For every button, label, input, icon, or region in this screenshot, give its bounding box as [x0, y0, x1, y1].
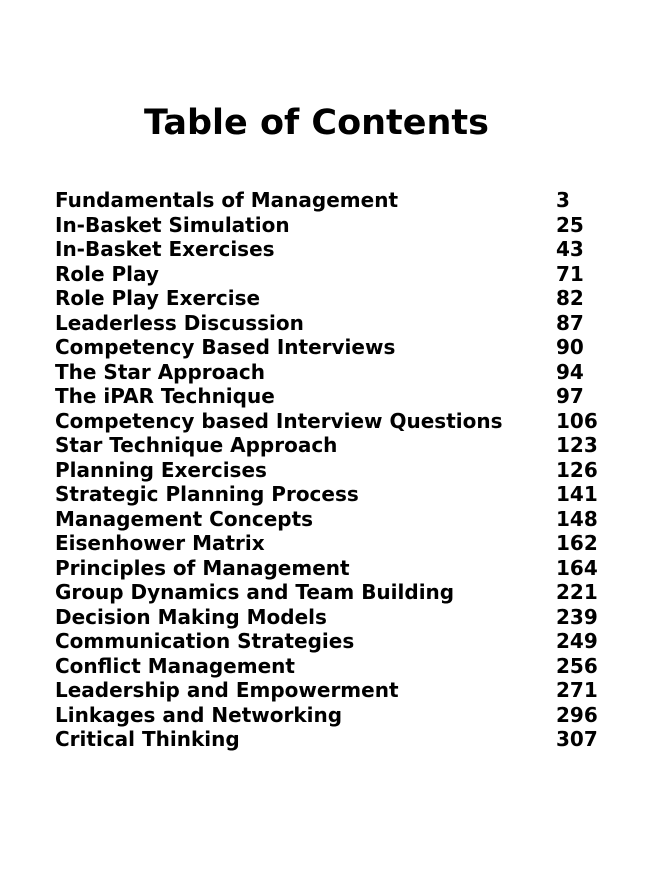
- toc-entry-label: Planning Exercises: [55, 457, 267, 482]
- toc-entry-label: Role Play: [55, 261, 159, 286]
- toc-entry-label: Competency Based Interviews: [55, 335, 396, 359]
- toc-entry-page: 82: [556, 286, 584, 310]
- toc-entry: [55, 458, 615, 483]
- toc-entry-label: The iPAR Technique: [55, 384, 275, 408]
- toc-entry: [55, 237, 615, 262]
- toc-entry: [55, 727, 615, 752]
- toc-entry-page: 271: [556, 678, 598, 702]
- toc-entry: [55, 384, 615, 409]
- toc-entry-page: 97: [556, 384, 584, 408]
- toc-entry-page: 164: [556, 555, 598, 580]
- toc-entry-label: Conflict Management: [55, 653, 295, 678]
- toc-entry-page: 71: [556, 261, 584, 286]
- toc-entry-page: 106: [556, 408, 598, 433]
- toc-entry: [55, 482, 615, 507]
- toc-entry-page: 3: [556, 188, 570, 212]
- toc-entry-page: 249: [556, 629, 598, 653]
- toc-entry: [55, 335, 615, 360]
- toc-entry-label: Principles of Management: [55, 555, 350, 580]
- toc-entry: [55, 556, 615, 581]
- toc-entry-label: Group Dynamics and Team Building: [55, 580, 455, 604]
- toc-entry: [55, 213, 615, 238]
- toc-entry-label: In-Basket Simulation: [55, 212, 290, 237]
- toc-entry-label: Management Concepts: [55, 506, 314, 531]
- toc-entry: [55, 580, 615, 605]
- page-title: Table of Contents: [143, 103, 489, 143]
- toc-entry: [55, 703, 615, 728]
- toc-entry-page: 256: [556, 653, 598, 678]
- toc-entry-page: 43: [556, 237, 584, 261]
- toc-entry: [55, 262, 615, 287]
- toc-entry: [55, 188, 615, 213]
- toc-entry-page: 221: [556, 580, 598, 604]
- toc-entry-page: 307: [556, 727, 598, 751]
- toc-entry: [55, 360, 615, 385]
- toc-entry: [55, 678, 615, 703]
- toc-entry: [55, 629, 615, 654]
- toc-entry-label: Fundamentals of Management: [55, 188, 398, 212]
- toc-entry: [55, 433, 615, 458]
- toc-entry-page: 87: [556, 310, 584, 335]
- toc-entry-label: Strategic Planning Process: [55, 482, 359, 506]
- toc-entry: [55, 286, 615, 311]
- toc-entry: [55, 311, 615, 336]
- toc-entry-page: 141: [556, 482, 598, 506]
- table-of-contents: [55, 188, 615, 752]
- toc-entry-label: Role Play Exercise: [55, 286, 261, 310]
- toc-entry: [55, 409, 615, 434]
- toc-entry: [55, 507, 615, 532]
- toc-entry-page: 239: [556, 604, 598, 629]
- toc-entry-label: Leaderless Discussion: [55, 310, 304, 335]
- toc-entry-label: In-Basket Exercises: [55, 237, 275, 261]
- toc-entry-label: Star Technique Approach: [55, 433, 338, 457]
- toc-entry-page: 126: [556, 457, 598, 482]
- toc-entry-page: 296: [556, 702, 598, 727]
- toc-entry-label: Critical Thinking: [55, 727, 240, 751]
- toc-entry: [55, 531, 615, 556]
- toc-entry-label: Communication Strategies: [55, 629, 355, 653]
- toc-entry-page: 162: [556, 531, 598, 555]
- toc-entry-page: 123: [556, 433, 598, 457]
- toc-entry-label: The Star Approach: [55, 359, 265, 384]
- toc-entry-label: Linkages and Networking: [55, 702, 343, 727]
- toc-entry-page: 90: [556, 335, 584, 359]
- toc-entry-label: Eisenhower Matrix: [55, 531, 265, 555]
- toc-entry-page: 148: [556, 506, 598, 531]
- toc-entry-label: Leadership and Empowerment: [55, 678, 399, 702]
- toc-entry: [55, 605, 615, 630]
- toc-entry-page: 94: [556, 359, 584, 384]
- toc-entry-label: Decision Making Models: [55, 604, 327, 629]
- toc-entry-page: 25: [556, 212, 584, 237]
- toc-entry-label: Competency based Interview Questions: [55, 408, 503, 433]
- toc-entry: [55, 654, 615, 679]
